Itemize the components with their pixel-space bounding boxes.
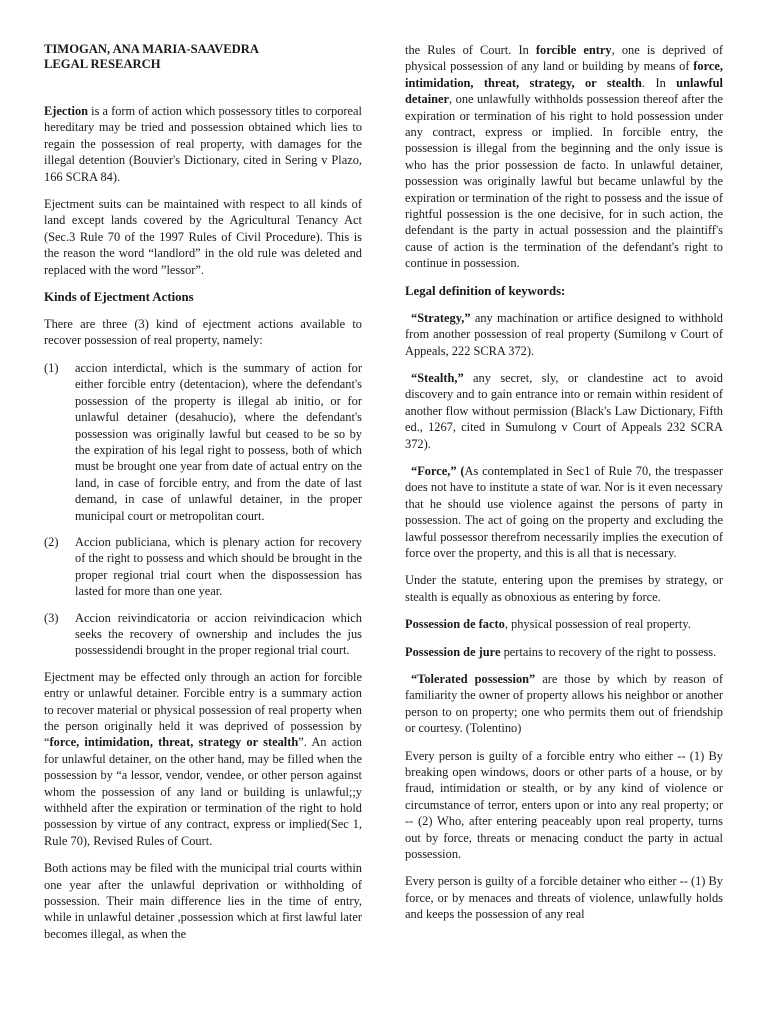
- author-name: TIMOGAN, ANA MARIA-SAAVEDRA: [44, 42, 259, 56]
- force-definition: “Force,” (As contemplated in Sec1 of Rule 70, the trespasser does not have to institute a state of war. Nor is it even necessary that he should use violence against the persons of party in possession. The act of going on the property and excluding the lawful possessor therefrom necessarily implies the execution of force over the property, and this is all that is necessary.: [405, 463, 723, 560]
- forcible-entry-paragraph: the Rules of Court. In forcible entry, one is deprived of physical possession of any land or building by means of force, intimidation, threat, strategy, or stealth. In unlawful detainer, one unlawfully withholds possession thereof after the expiration or termination of his right to hold possession under any contract, express or implied. In forcible entry, the possession is illegal from the beginning and the only issue is who has the prior possession de facto. In unlawful detainer, possession was originally lawful but became unlawful by the expiration or termination of the right to possess and the issue of rightful possession is the one decisive, for in such action, the defendant is the party in actual possession and the plaintiff's cause of action is the termination of the defendant's right to continue in possession.: [405, 43, 723, 271]
- ejectment-suits-paragraph: Ejectment suits can be maintained with respect to all kinds of land except lands covered by the Agricultural Tenancy Act (Sec.3 Rule 70 of the 1997 Rules of Civil Procedure). This is the reason the word “landlord” in the old rule was deleted and replaced with the word ”lessor”.: [44, 197, 362, 277]
- ejection-paragraph: Ejection is a form of action which possessory titles to corporeal hereditary may be tried and possession obtained which lies to regain the possession of real property, with damages for the illegal detention (Bouvier's Dictionary, cited in Sering v Plazo, 166 SCRA 84).: [44, 104, 362, 184]
- ejectment-actions-list: [44, 360, 362, 659]
- right-column: [405, 42, 723, 934]
- kinds-intro-paragraph: There are three (3) kind of ejectment actions available to recover possession of real property, namely:: [44, 317, 362, 348]
- left-column: [44, 42, 362, 953]
- possession-de-jure-definition: Possession de jure pertains to recovery of the right to possess.: [405, 644, 717, 659]
- ejectment-effected-paragraph: Ejectment may be effected only through an action for forcible entry or unlawful detainer. Forcible entry is a summary action to recover material or physical possession of real property when the person originally held it was deprived of possession by “force, intimidation, threat, strategy or stealth”. An action for unlawful detainer, on the other hand, may be filled when the possession by “a lessor, vendor, vendee, or other person against whom the possession of any land or building is unlawful;;y withheld after the expiration or termination of the right to hold possession by virtue of any contract, express or implied(Sec 1, Rule 70), Revised Rules of Court.: [44, 669, 362, 848]
- ejection-term: Ejection: [44, 104, 89, 118]
- possession-de-facto-definition: Possession de facto, physical possession of real property.: [405, 617, 691, 632]
- kinds-heading: Kinds of Ejectment Actions: [44, 290, 194, 305]
- forcible-detainer-paragraph: Every person is guilty of a forcible detainer who either -- (1) By force, or by menaces and threats of violence, unlawfully holds and keeps the possession of any real: [405, 874, 723, 922]
- strategy-definition: “Strategy,” any machination or artifice designed to withhold from another possession of real property (Sumilong v Court of Appeals, 222 SCRA 372).: [405, 310, 723, 358]
- keywords-heading: Legal definition of keywords:: [405, 283, 566, 298]
- list-item: (2) Accion publiciana, which is plenary action for recovery of the right to possess and which should be brought in the proper regional trial court when the dispossession has lasted for more than one year.: [44, 534, 362, 599]
- statute-paragraph: Under the statute, entering upon the premises by strategy, or stealth is equally as obnoxious as entering by force.: [405, 573, 723, 604]
- both-actions-paragraph: Both actions may be filed with the municipal trial courts within one year after the unlawful deprivation or withholding of possession. Their main difference lies in the time of entry, while in unlawful detainer ,possession which at first lawful later becomes illegal, as when the: [44, 861, 362, 941]
- document-header: [44, 42, 362, 72]
- list-item: (1) accion interdictal, which is the summary of action for either forcible entry (detentacion), where the defendant's possession of the property is illegal ab initio, or for unlawful detainer (desahucio), where the defendant's possession was originally lawful but ceased to be so by the expiration of his legal right to possess, both of which must be brought one year from date of actual entry on the land, in case of forcible entry, and from the date of last demand, in case of unlawful detainer, in the proper municipal court or metropolitan court.: [44, 360, 362, 523]
- stealth-definition: “Stealth,” any secret, sly, or clandestine act to avoid discovery and to gain entrance into or remain within resident of another flow without permission (Black's Law Dictionary, Fifth ed., 1267, cited in Sumulong v Court of Appeals 232 SCRA 372).: [405, 370, 723, 451]
- list-item: (3) Accion reivindicatoria or accion reivindicacion which seeks the recovery of ownership and includes the jus possessidendi brought in the proper regional trial court.: [44, 610, 362, 658]
- forcible-entry-guilt-paragraph: Every person is guilty of a forcible entry who either -- (1) By breaking open windows, doors or other parts of a house, or by fraud, intimidation or stealth, or by any kind of violence or circumstance of terror, enters upon or into any real property; or -- (2) Who, after entering peaceably upon real property, turns out by force, threats or menacing conduct the party in actual possession.: [405, 748, 723, 862]
- tolerated-possession-definition: “Tolerated possession” are those by which by reason of familiarity the owner of property allows his neighbor or another person to on property; one who permits them out of friendship or courtesy. (Tolentino): [405, 672, 723, 736]
- document-subtitle: LEGAL RESEARCH: [44, 57, 161, 71]
